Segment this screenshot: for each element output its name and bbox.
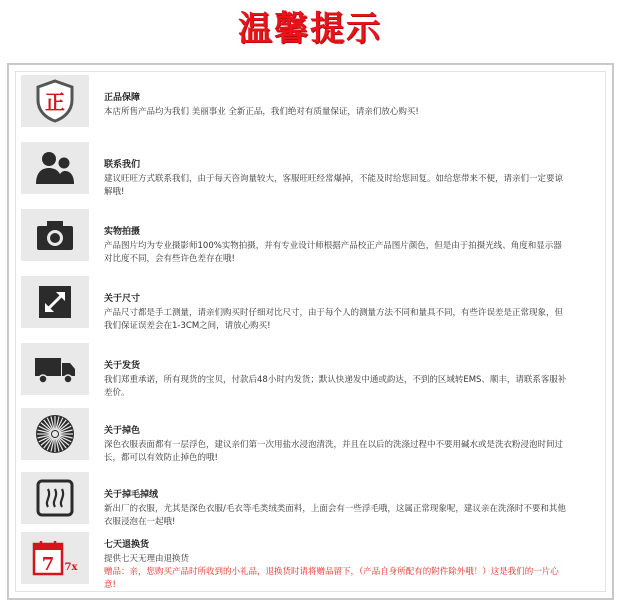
tip-row-lint: [21, 472, 591, 532]
users-icon: [21, 142, 89, 194]
tip-row-contact: [21, 142, 591, 202]
shield-zheng-icon: [21, 75, 89, 127]
tip-row-size: [21, 276, 591, 336]
tip-title: 关于尺寸: [104, 294, 141, 304]
tip-title: 关于掉毛掉绒: [104, 490, 159, 500]
resize-arrow-icon: [21, 276, 89, 328]
camera-icon: [21, 209, 89, 261]
tip-text: [104, 553, 569, 592]
tip-row-photo: [21, 209, 591, 269]
tip-text-line: 提供七天无理由退换货: [104, 554, 190, 564]
tip-text: 本店所售产品均为我们 美丽事业 全新正品，我们绝对有质量保证，请亲们放心购买!: [104, 107, 419, 117]
tip-text: 产品尺寸都是手工测量，请亲们购买时仔细对比尺寸，由于每个人的测量方法不同和量具不同，有些许误差是正常现象，但我们保证误差会在1-3CM之间，请放心购买!: [104, 308, 564, 331]
tip-text: 产品图片均为专业摄影师100%实物拍摄，并有专业设计师根据产品校正产品图片颜色，但是由于拍摄光线、角度和显示器对比度不同，会有些许色差存在哦!: [104, 241, 562, 264]
tip-gift-note: 赠品：亲，您购买产品时所收到的小礼品，退换货时请将赠品留下，（产品自身所配有的附件除外哦！）这是我们的一片心意!: [104, 567, 559, 590]
tip-title: 七天退换货: [104, 540, 150, 550]
tip-row-fading: [21, 408, 591, 468]
tips-panel: [7, 63, 614, 600]
tip-text: 深色衣服表面都有一层浮色，建议亲们第一次用盐水浸泡清洗，并且在以后的洗涤过程中不要用碱水或是洗衣粉浸泡时间过长，都可以有效防止掉色的哦!: [104, 440, 564, 463]
calendar-badge: 7: [41, 554, 55, 575]
tip-text: 新出厂的衣服，尤其是深色衣服/毛衣等毛类绒类面料，上面会有一些浮毛哦，这属正常现象呢，建议亲在洗涤时不要和其他衣服浸泡在一起哦!: [104, 504, 566, 527]
calendar-7-icon: [21, 532, 89, 584]
calendar-suffix: 7x: [64, 562, 78, 573]
tip-title: 关于发货: [104, 361, 141, 371]
truck-icon: [21, 343, 89, 395]
tip-title: 正品保障: [104, 93, 141, 103]
tip-title: 关于掉色: [104, 426, 141, 436]
tip-row-return: [21, 532, 591, 592]
tip-row-authentic: [21, 75, 591, 135]
shield-badge: 正: [45, 90, 65, 114]
lint-wave-icon: [21, 472, 89, 524]
tip-title: 实物拍摄: [104, 227, 141, 237]
color-burst-icon: [21, 408, 89, 460]
tip-text: 建议旺旺方式联系我们，由于每天咨询量较大，客服旺旺经常爆掉，不能及时给您回复。如给您带来不便，请亲们一定要谅解哦!: [104, 174, 564, 197]
tip-row-shipping: [21, 343, 591, 403]
tip-title: 联系我们: [104, 160, 141, 170]
page-title: 温馨提示: [238, 9, 382, 49]
tip-text: 我们郑重承诺，所有现货的宝贝，付款后48小时内发货；默认快递发中通或韵达，不到的区域转EMS、顺丰，请联系客服补差价。: [104, 375, 567, 398]
